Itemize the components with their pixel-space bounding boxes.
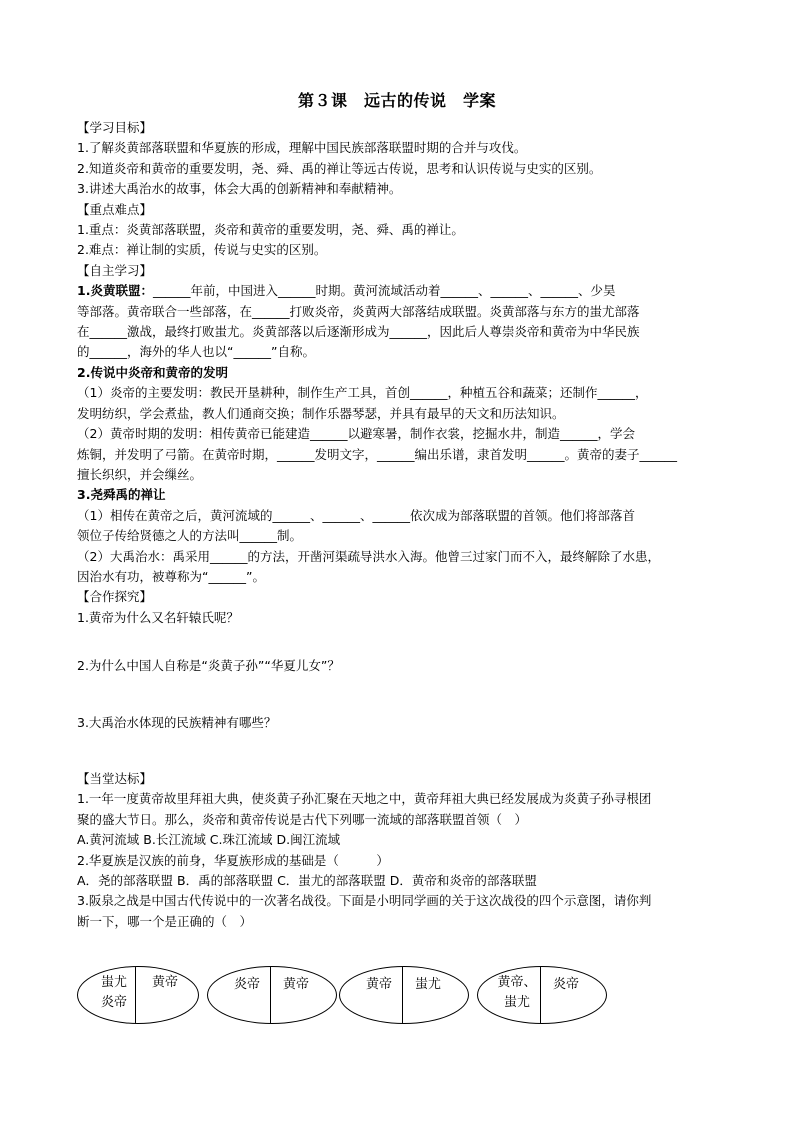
diagram-c-left: 黄帝 [365,977,392,992]
self-study-heading: 【自主学习】 [77,262,153,278]
fill-blank-text: 在______激战，最终打败蚩尤。炎黄部落以后逐渐形成为______，因此后人尊崇炎帝和黄帝为中华民族 [77,324,640,340]
diagram-b [207,966,337,1024]
goal-item: 1.了解炎黄部落联盟和华夏族的形成，理解中国民族部落联盟时期的合并与攻伐。 [77,140,527,156]
fill-blank-text: 等部落。黄帝联合一些部落，在______打败炎帝，炎黄两大部落结成联盟。炎黄部落与东方的蚩尤部落 [77,303,640,319]
fill-blank-text: 领位子传给贤德之人的方法叫______制。 [77,528,303,544]
diagram-c [339,966,469,1024]
test-question: 1.一年一度黄帝故里拜祖大典，使炎黄子孙汇聚在天地之中，黄帝拜祖大典已经发展成为炎黄子孙寻根团 [77,791,652,807]
fill-blank-text: 的______，海外的华人也以“______”自称。 [77,344,315,360]
goal-item: 2.知道炎帝和黄帝的重要发明，尧、舜、禹的禅让等远古传说，思考和认识传说与史实的区别。 [77,160,602,176]
test-question: 聚的盛大节日。那么，炎帝和黄帝传说是古代下列哪一流域的部落联盟首领（ ） [77,811,528,827]
diagram-a-left: 蚩尤 炎帝 [100,975,127,1010]
section3-title: 3.尧舜禹的禅让 [77,487,166,503]
test-question: 3.阪泉之战是中国古代传说中的一次著名战役。下面是小明同学画的关于这次战役的四个示意图，请你判 [77,893,652,909]
fill-blank-text: 擅长织织，并会缫丝。 [77,466,203,482]
diagram-d [477,966,607,1024]
fill-blank-text: 发明纺织，学会煮盐，教人们通商交换；制作乐器琴瑟，并具有最早的天文和历法知识。 [77,405,565,421]
diagram-d-right: 炎帝 [552,977,579,992]
goals-heading: 【学习目标】 [77,120,153,135]
key-item: 1.重点：炎黄部落联盟，炎帝和黄帝的重要发明，尧、舜、禹的禅让。 [77,222,464,238]
diagram-b-right: 黄帝 [282,977,309,992]
battle-diagrams [77,958,717,1028]
diagram-d-left: 黄帝、 蚩尤 [497,975,537,1010]
test-options: A．尧的部落联盟 B．禹的部落联盟 C．蚩尤的部落联盟 D．黄帝和炎帝的部落联盟 [77,873,537,888]
fill-blank-text: （2）黄帝时期的发明：相传黄帝已能建造______以避寒暑，制作衣裳，挖掘水井，制造______，学会 [77,426,635,442]
diagram-b-left: 炎帝 [233,977,260,992]
fill-blank-text: （1）炎帝的主要发明：教民开垦耕种，制作生产工具，首创______，种植五谷和蔬菜；还制作______， [77,385,648,401]
goal-item: 3.讲述大禹治水的故事，体会大禹的创新精神和奉献精神。 [77,181,402,197]
diagram-a-right: 黄帝 [151,975,178,990]
test-heading: 【当堂达标】 [77,770,153,786]
coop-question: 1.黄帝为什么又名轩辕氏呢？ [77,609,239,625]
diagram-c-right: 蚩尤 [414,977,441,992]
key-item: 2.难点：禅让制的实质，传说与史实的区别。 [77,242,327,258]
section1-title: 1.炎黄联盟： [77,283,153,299]
fill-blank-text: （2）大禹治水：禹采用______的方法，开凿河渠疏导洪水入海。他曾三过家门而不入，最终解除了水患， [77,548,660,564]
section2-title: 2.传说中炎帝和黄帝的发明 [77,364,228,380]
coop-heading: 【合作探究】 [77,589,153,605]
test-options: A.黄河流域 B.长江流域 C.珠江流域 D.闽江流域 [77,832,341,848]
fill-blank-text: （1）相传在黄帝之后，黄河流域的______、______、______依次成为部落联盟的首领。他们将部落首 [77,507,635,523]
page-title: 第３课 远古的传说 学案 [297,91,496,110]
diagram-a [77,966,199,1024]
test-question: 断一下，哪一个是正确的（ ） [77,913,253,929]
answer-space [77,677,717,713]
coop-question: 3.大禹治水体现的民族精神有哪些？ [77,714,277,730]
fill-blank-text: 炼铜，并发明了弓箭。在黄帝时期，______发明文字，______编出乐谱，隶首发明______。黄帝的妻子______ [77,446,678,462]
key-heading: 【重点难点】 [77,201,153,217]
test-question: 2.华夏族是汉族的前身，华夏族形成的基础是（ ） [77,852,389,868]
answer-space [77,733,717,769]
worksheet-content [77,118,717,932]
fill-blank-text: 因治水有功，被尊称为“______”。 [77,568,265,584]
self-study-line [77,281,717,301]
coop-question: 2.为什么中国人自称是“炎黄子孙”“华夏儿女”？ [77,658,340,674]
answer-space [77,628,717,656]
fill-blank-text: ______年前，中国进入______时期。黄河流域活动着______、______、______、少昊 [152,283,616,299]
